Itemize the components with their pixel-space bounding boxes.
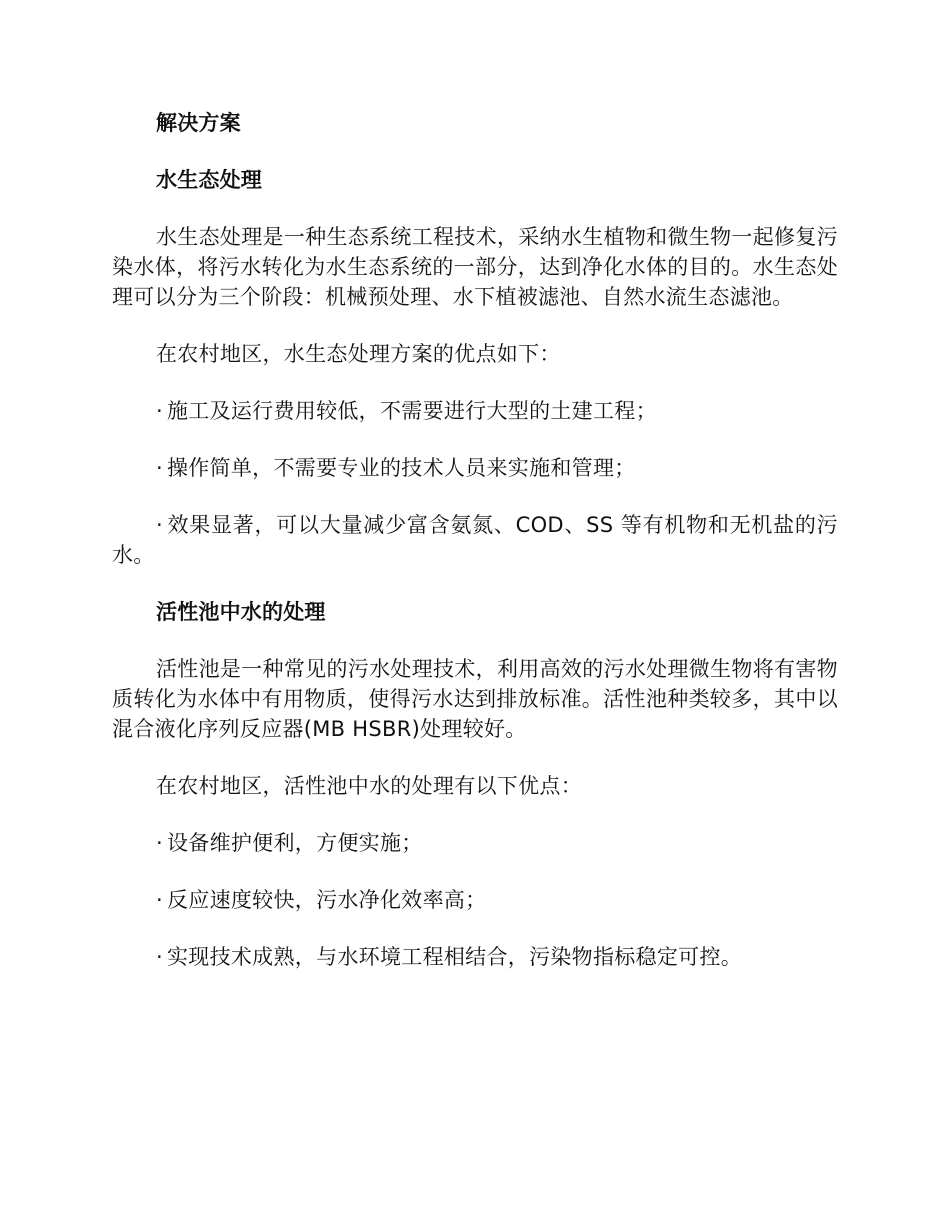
- bullet-marker: ·: [156, 888, 163, 912]
- list-item-text: 反应速度较快，污水净化效率高；: [166, 888, 487, 912]
- list-item: [112, 453, 838, 483]
- advantages-lead-paragraph: 在农村地区，水生态处理方案的优点如下：: [156, 342, 561, 366]
- list-item-text: 设备维护便利，方便实施；: [166, 831, 423, 855]
- bullet-marker: ·: [156, 945, 163, 969]
- bullet-marker: ·: [156, 456, 163, 480]
- list-item: [112, 885, 838, 915]
- list-item-text: 效果显著，可以大量减少富含氨氮、COD、SS 等有机物和无机盐的污水。: [112, 513, 838, 567]
- list-item: [112, 942, 838, 972]
- document-page: [112, 108, 838, 999]
- advantages-lead-paragraph: 在农村地区，活性池中水的处理有以下优点：: [156, 774, 582, 798]
- list-item: [112, 510, 838, 570]
- section-intro-paragraph: 水生态处理是一种生态系统工程技术，采纳水生植物和微生物一起修复污染水体，将污水转化为水生态系统的一部分，达到净化水体的目的。水生态处理可以分为三个阶段：机械预处理、水下植被滤池、自然水流生态滤池。: [112, 225, 838, 309]
- section-intro-paragraph: 活性池是一种常见的污水处理技术，利用高效的污水处理微生物将有害物质转化为水体中有用物质，使得污水达到排放标准。活性池种类较多，其中以混合液化序列反应器(MB HSBR)处理较好。: [112, 657, 838, 741]
- bullet-marker: ·: [156, 831, 163, 855]
- section-heading-water-ecology: 水生态处理: [156, 168, 262, 192]
- list-item-text: 施工及运行费用较低，不需要进行大型的土建工程；: [166, 399, 657, 423]
- list-item-text: 实现技术成熟，与水环境工程相结合，污染物指标稳定可控。: [166, 945, 743, 969]
- list-item-text: 操作简单，不需要专业的技术人员来实施和管理；: [166, 456, 636, 480]
- document-title: 解决方案: [156, 111, 241, 135]
- list-item: [112, 396, 838, 426]
- list-item: [112, 828, 838, 858]
- bullet-marker: ·: [156, 513, 163, 537]
- section-heading-activated-pool: 活性池中水的处理: [156, 600, 326, 624]
- bullet-marker: ·: [156, 399, 163, 423]
